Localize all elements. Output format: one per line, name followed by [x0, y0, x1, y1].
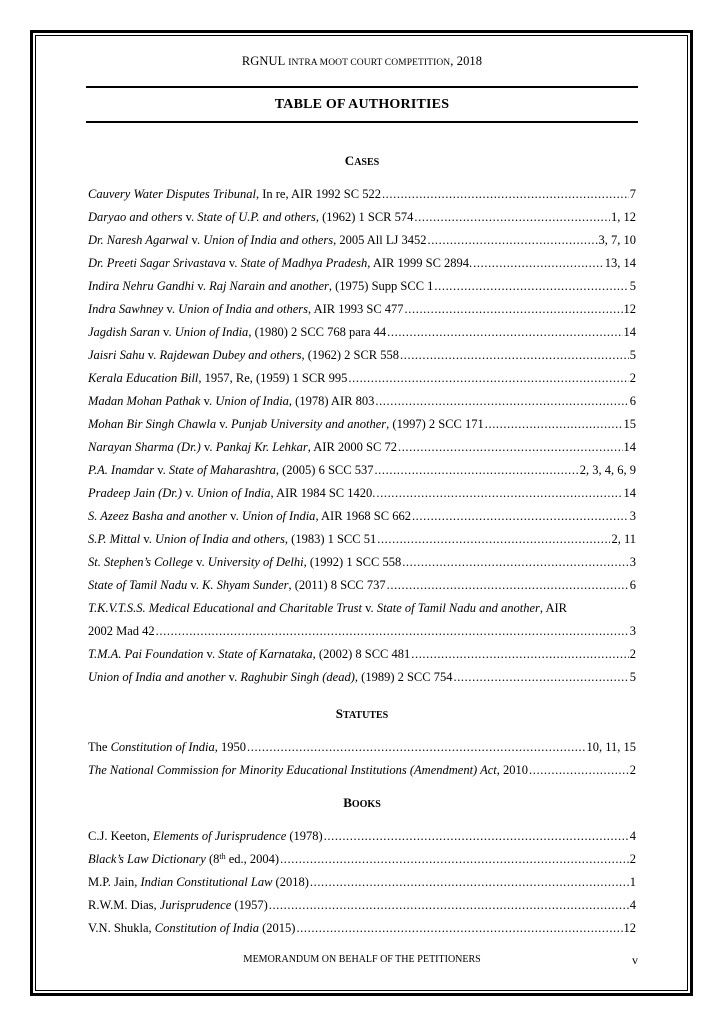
header-competition: INTRA MOOT COURT COMPETITION	[288, 58, 451, 68]
case-entry: Kerala Education Bill, 1957, Re, (1959) 1 SCR 995 ..... 2	[88, 371, 636, 389]
book-entry: C.J. Keeton, Elements of Jurisprudence (1978) ..... 4	[88, 829, 636, 847]
header-prefix: RGNUL	[241, 54, 289, 68]
book-entry: M.P. Jain, Indian Constitutional Law (2018) ..... 1	[88, 875, 636, 893]
case-entry: Cauvery Water Disputes Tribunal, In re, AIR 1992 SC 522 ..... 7	[88, 187, 636, 205]
case-entry: P.A. Inamdar v. State of Maharashtra, (2005) 6 SCC 537 ..... 2, 3, 4, 6, 9	[88, 463, 636, 481]
statute-entry: The National Commission for Minority Educational Institutions (Amendment) Act, 2010 ..... 2	[88, 763, 636, 781]
case-entry-continued: 2002 Mad 42 ..... 3	[88, 624, 636, 642]
page-number: v	[632, 953, 638, 967]
case-entry: Jagdish Saran v. Union of India, (1980) 2 SCC 768 para 44 ..... 14	[88, 325, 636, 343]
case-entry: Mohan Bir Singh Chawla v. Punjab University and another, (1997) 2 SCC 171 ..... 15	[88, 417, 636, 435]
case-entry: Madan Mohan Pathak v. Union of India, (1978) AIR 803 ..... 6	[88, 394, 636, 412]
case-entry: St. Stephen’s College v. University of Delhi, (1992) 1 SCC 558 ..... 3	[88, 555, 636, 573]
case-entry: Daryao and others v. State of U.P. and others, (1962) 1 SCR 574 ..... 1, 12	[88, 210, 636, 228]
footer-memorandum: MEMORANDUM ON BEHALF OF THE PETITIONERS	[243, 954, 481, 965]
running-header	[0, 54, 724, 69]
book-entry: Black’s Law Dictionary (8th ed., 2004) ..... 2	[88, 852, 636, 870]
header-suffix: , 2018	[450, 54, 483, 68]
case-entry: Union of India and another v. Raghubir Singh (dead), (1989) 2 SCC 754 ..... 5	[88, 670, 636, 688]
section-heading-cases: CASES	[344, 153, 380, 168]
case-entry: Jaisri Sahu v. Rajdewan Dubey and others, (1962) 2 SCR 558 ..... 5	[88, 348, 636, 366]
case-entry: Indira Nehru Gandhi v. Raj Narain and another, (1975) Supp SCC 1 ..... 5	[88, 279, 636, 297]
statute-entry: The Constitution of India, 1950 ..... 10, 11, 15	[88, 740, 636, 758]
book-entry: V.N. Shukla, Constitution of India (2015) ..... 12	[88, 921, 636, 939]
case-entry: S. Azeez Basha and another v. Union of India, AIR 1968 SC 662 ..... 3	[88, 509, 636, 527]
case-entry: Indra Sawhney v. Union of India and others, AIR 1993 SC 477 ..... 12	[88, 302, 636, 320]
title-rule-bottom	[86, 121, 638, 123]
book-entry: R.W.M. Dias, Jurisprudence (1957) ..... 4	[88, 898, 636, 916]
case-entry: T.M.A. Pai Foundation v. State of Karnataka, (2002) 8 SCC 481 ..... 2	[88, 647, 636, 665]
page-title: TABLE OF AUTHORITIES	[274, 97, 450, 112]
case-entry: S.P. Mittal v. Union of India and others, (1983) 1 SCC 51 ..... 2, 11	[88, 532, 636, 550]
section-heading-books: BOOKS	[343, 795, 381, 810]
case-entry: State of Tamil Nadu v. K. Shyam Sunder, (2011) 8 SCC 737 ..... 6	[88, 578, 636, 596]
case-entry: T.K.V.T.S.S. Medical Educational and Charitable Trust v. State of Tamil Nadu and another, AIR	[88, 601, 567, 615]
title-rule-top	[86, 86, 638, 88]
case-entry: Dr. Naresh Agarwal v. Union of India and others, 2005 All LJ 3452 ..... 3, 7, 10	[88, 233, 636, 251]
case-entry: Pradeep Jain (Dr.) v. Union of India, AIR 1984 SC 1420. ..... 14	[88, 486, 636, 504]
section-heading-statutes: STATUTES	[335, 706, 389, 721]
case-entry: Narayan Sharma (Dr.) v. Pankaj Kr. Lehkar, AIR 2000 SC 72 ..... 14	[88, 440, 636, 458]
case-entry: Dr. Preeti Sagar Srivastava v. State of Madhya Pradesh, AIR 1999 SC 2894. ..... 13, 14	[88, 256, 636, 274]
